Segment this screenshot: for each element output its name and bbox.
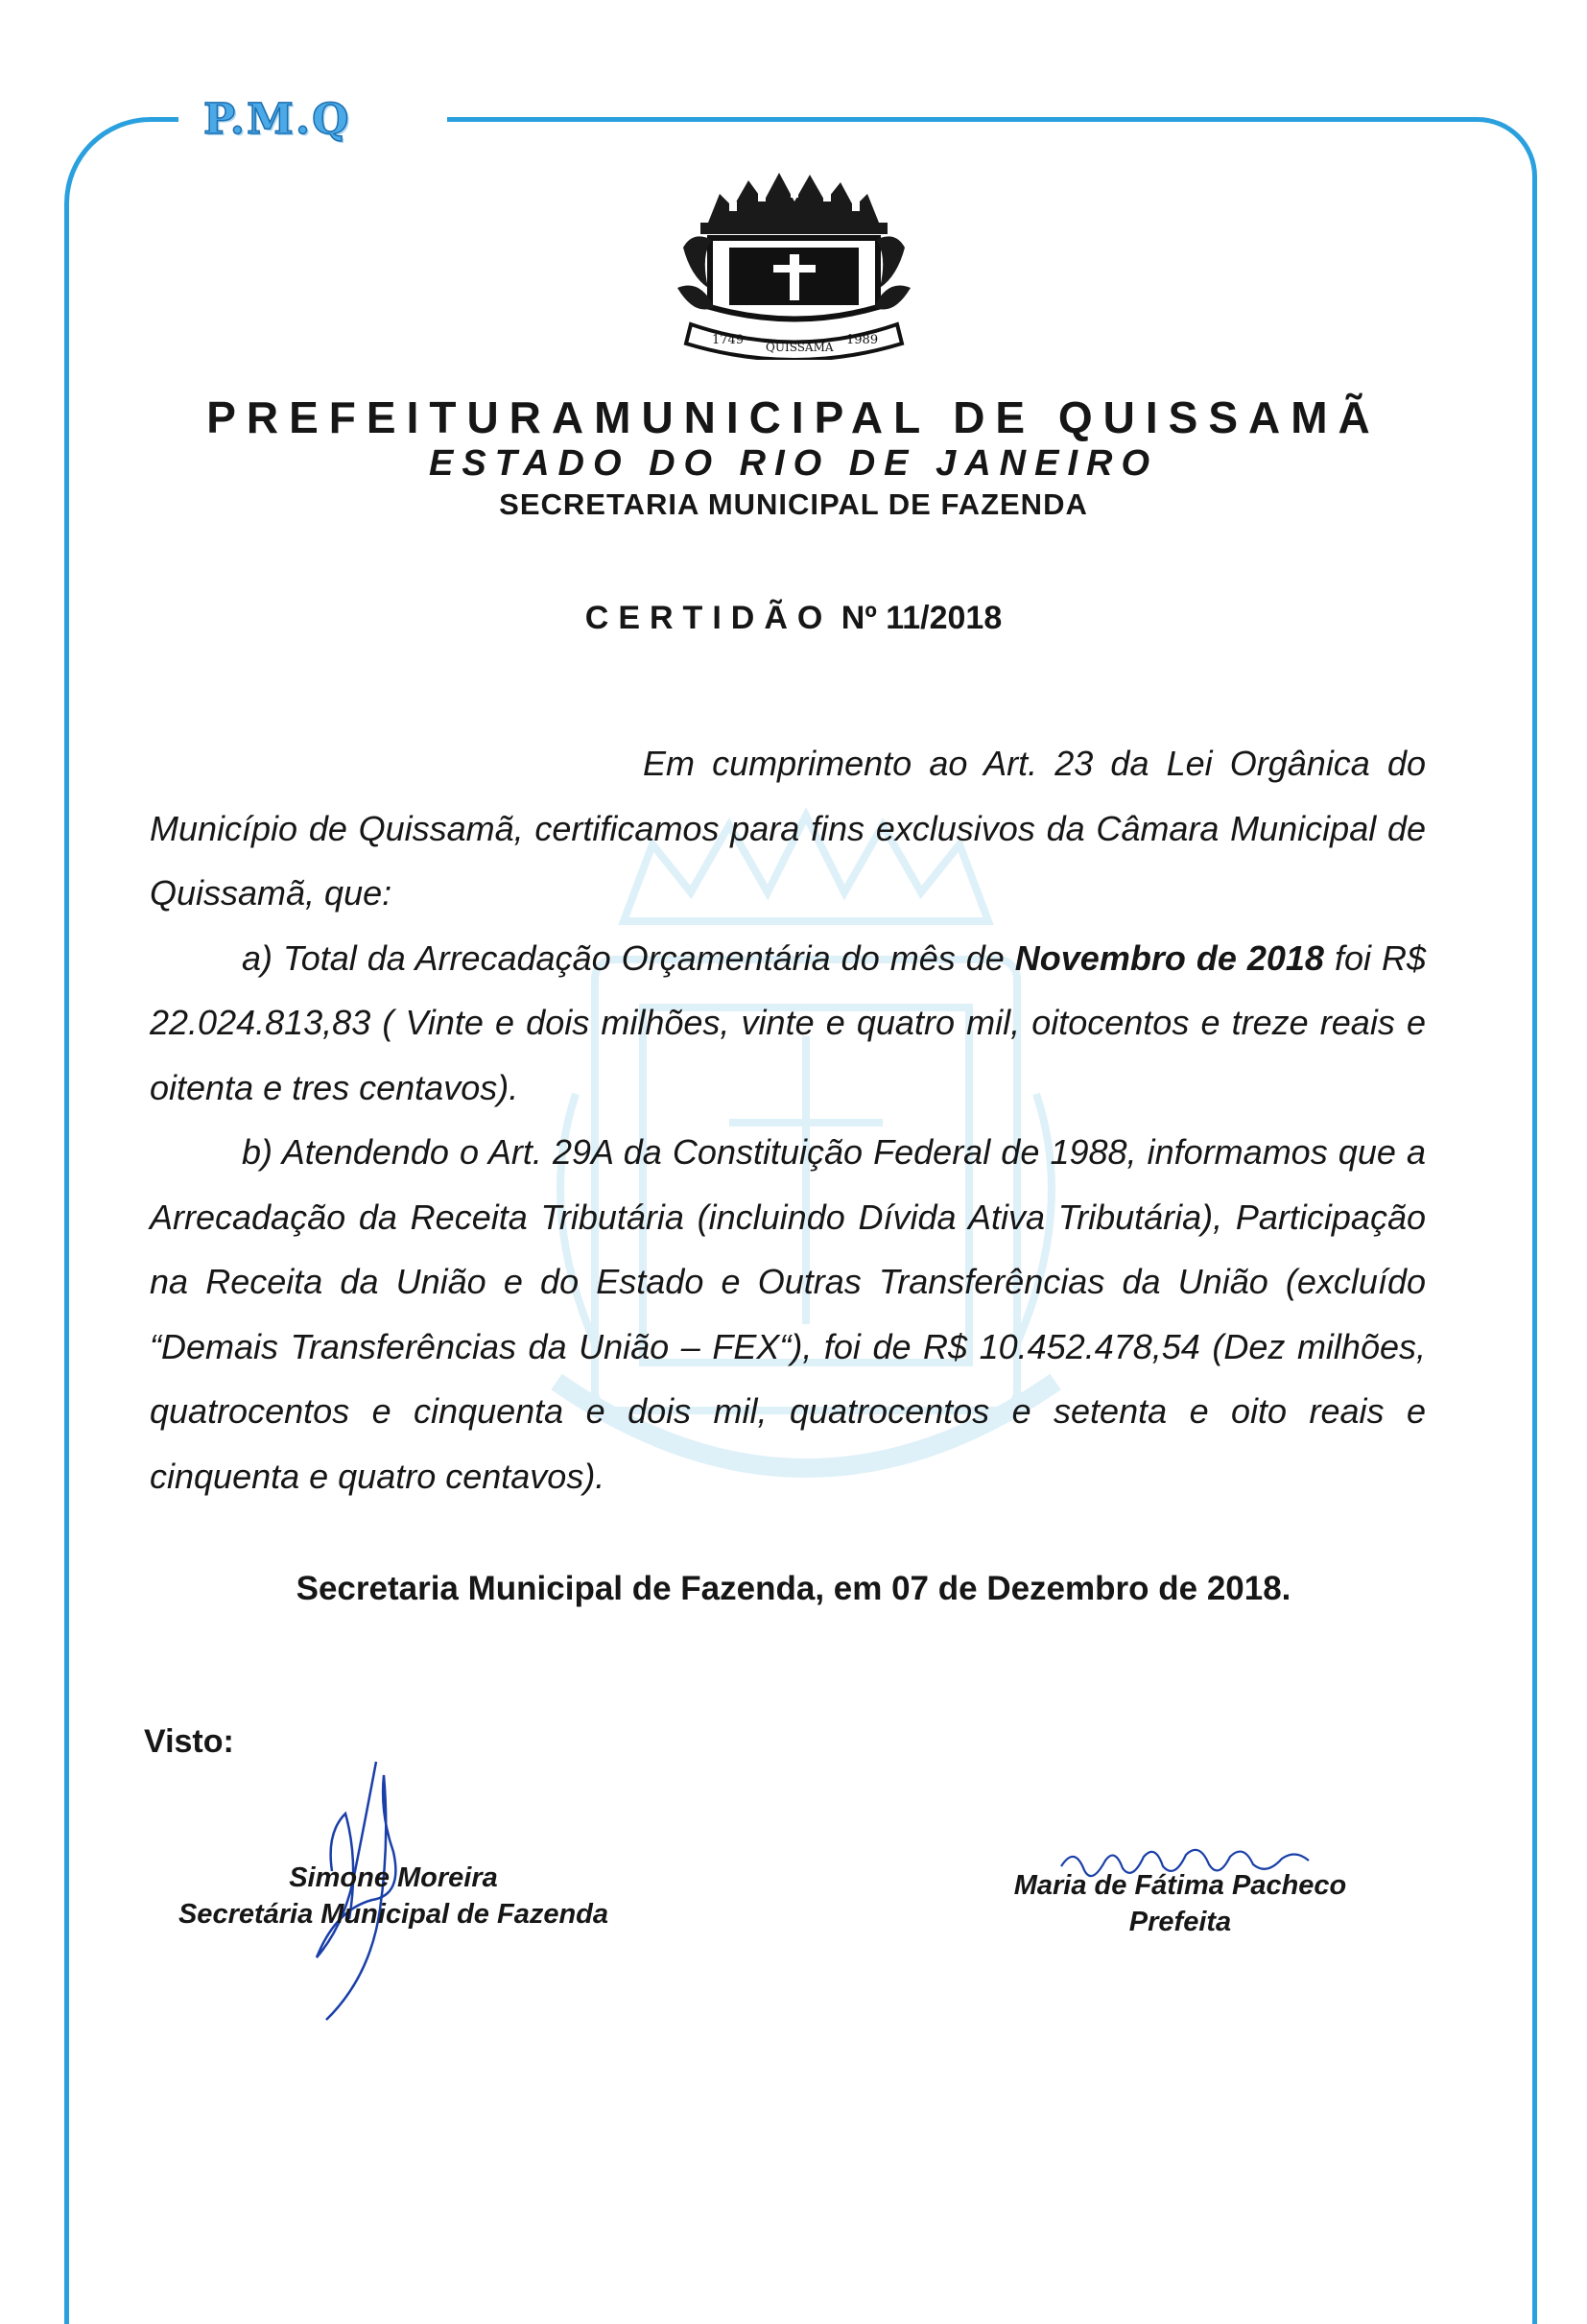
certificate-label: CERTIDÃO xyxy=(584,600,833,636)
certificate-number: Nº 11/2018 xyxy=(841,600,1003,636)
crest-ribbon-right: 1989 xyxy=(846,333,879,347)
signer-right-name: Maria de Fátima Pacheco xyxy=(1013,1870,1347,1901)
signer-right-role: Prefeita xyxy=(1128,1907,1232,1937)
item-a-text-post: foi R$ 22.024.813,83 ( Vinte e dois milhões, vinte e quatro mil, oitocentos e treze reais e oitenta e tres centavos). xyxy=(150,937,1427,1107)
pmq-badge: P.M.Q xyxy=(203,95,351,144)
header-department: SECRETARIA MUNICIPAL DE FAZENDA xyxy=(499,487,1088,521)
item-b-paragraph: b) Atendendo o Art. 29A da Constituição Federal de 1988, informamos que a Arrecadação da Receita Tributária (incluindo Dívida Ativa Tributária), Participação na Receita da União e do Estado e Outras Transferências da União (excluído “Demais Transferências da União – FEX“), foi de R$ 10.452.478,54 (Dez milhões, quatrocentos e cinquenta e dois mil, quatrocentos e setenta e oito reais e cinquenta e quatro centavos). xyxy=(150,1132,1426,1496)
date-line: Secretaria Municipal de Fazenda, em 07 de Dezembro de 2018. xyxy=(296,1570,1291,1607)
signer-left-name: Simone Moreira xyxy=(289,1862,498,1893)
item-a-text-pre: a) Total da Arrecadação Orçamentária do mês de xyxy=(242,937,1015,978)
signer-left-role: Secretária Municipal de Fazenda xyxy=(178,1899,609,1930)
intro-paragraph: Em cumprimento ao Art. 23 da Lei Orgânica do Município de Quissamã, certificamos para fins exclusivos da Câmara Municipal de Quissamã, que: xyxy=(150,744,1426,913)
certificate-title xyxy=(0,600,1587,637)
header-state: ESTADO DO RIO DE JANEIRO xyxy=(428,443,1159,484)
header-municipality: PREFEITURAMUNICIPAL DE QUISSAMÃ xyxy=(206,392,1381,442)
item-a-month: Novembro de 2018 xyxy=(1014,937,1324,978)
item-a-paragraph xyxy=(150,926,1426,1121)
certificate-body xyxy=(150,731,1426,1508)
visto-label: Visto: xyxy=(144,1723,234,1760)
municipal-crest-icon xyxy=(672,163,916,360)
signature-block-left xyxy=(163,1860,624,1933)
signature-block-right xyxy=(950,1867,1410,1940)
crest-ribbon-left: 1749 xyxy=(712,333,745,347)
crest-ribbon-center: QUISSAMÃ xyxy=(766,341,834,354)
